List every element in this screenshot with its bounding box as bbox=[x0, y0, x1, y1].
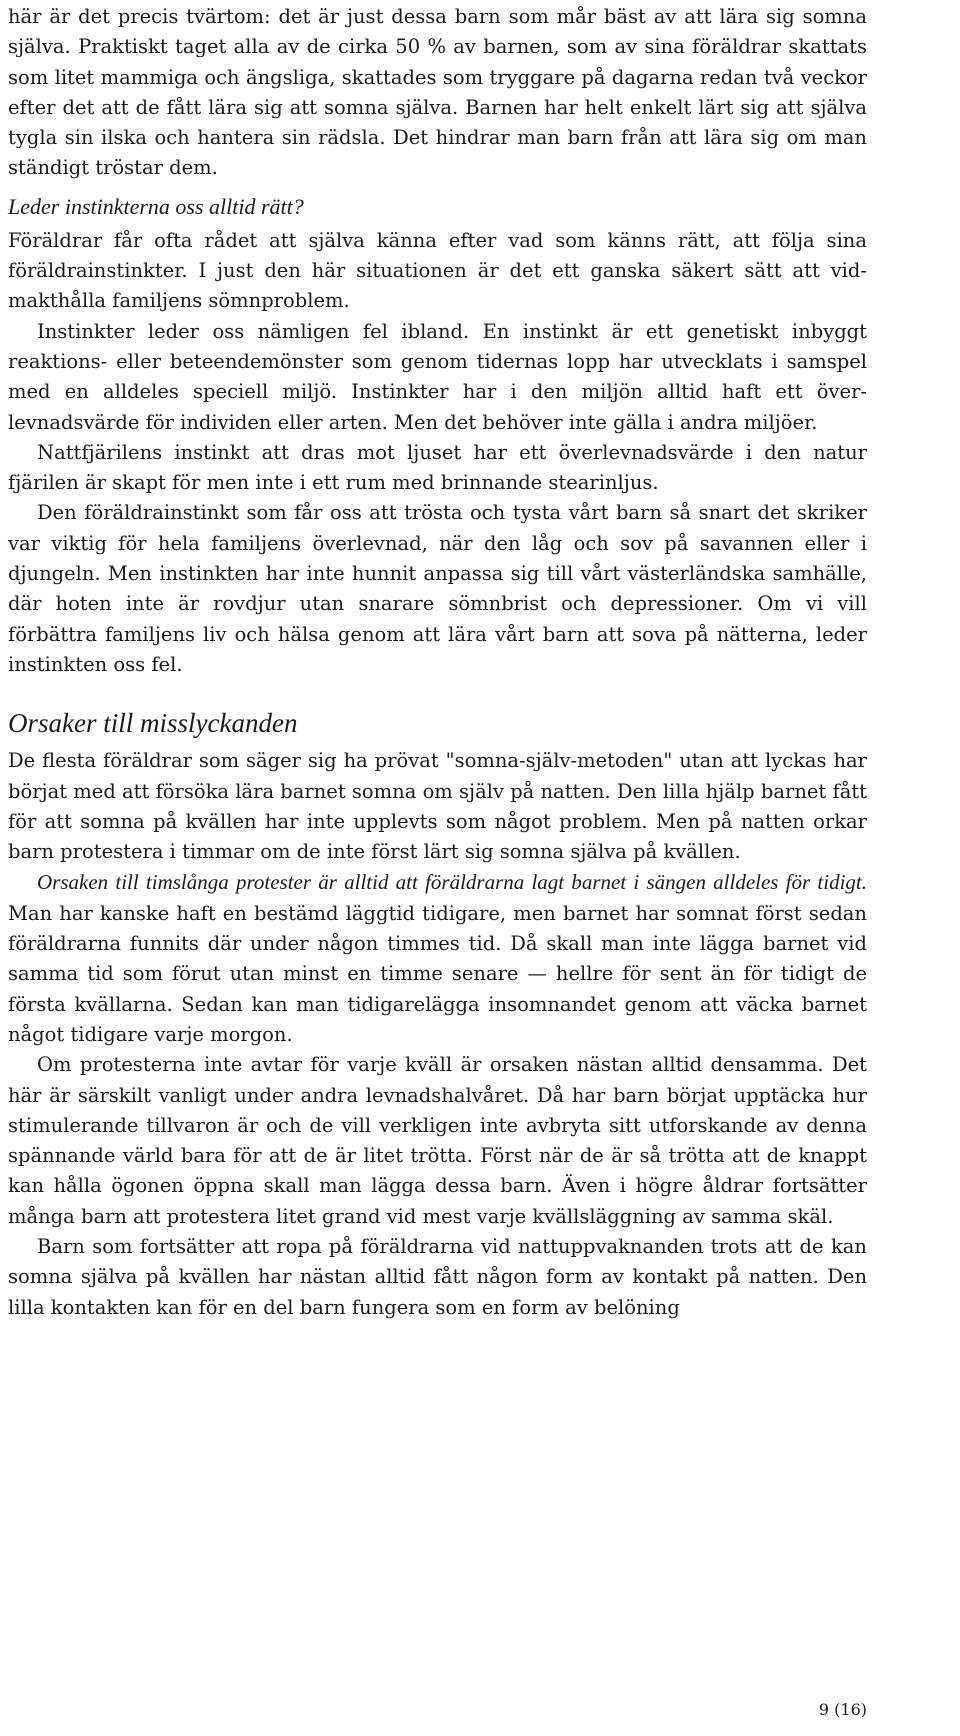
document-page bbox=[8, 2, 867, 1323]
paragraph-orsaker-3: Om protesterna inte avtar för varje kväll är orsaken nästan alltid densamma. Det här är särskilt vanligt under andra levnadshalvåret. Då har barn börjat upptäcka hur stimulerande tillvaron är och de vill verkligen inte avbryta sitt utforskande av denna spännande värld bara för att de är litet trötta. Först när de är så trötta att de knappt kan hålla ögonen öppna skall man lägga dessa barn. Även i högre åldrar fortsätter många barn att protestera litet grand vid mest varje kvällsläggning av samma skäl. bbox=[8, 1053, 867, 1228]
paragraph-instinkt-1: Föräldrar får ofta rådet att själva känna efter vad som känns rätt, att följa sina föräldrainstinkter. I just den här situationen är det ett ganska säkert sätt att vidmakthålla familjens sömnproblem. bbox=[8, 228, 867, 313]
section-heading-orsaker: Orsaker till misslyckanden bbox=[8, 708, 298, 739]
paragraph-instinkt-2: Instinkter leder oss nämligen fel ibland. En instinkt är ett genetiskt inbyggt reaktions- eller beteendemönster som genom tidernas lopp har utvecklats i samspel med en alldeles speciell miljö. Instinkter har i den miljön alltid haft ett överlevnadsvärde för individen eller arten. Men det behöver inte gälla i andra miljöer. bbox=[8, 319, 867, 434]
subheading-instinkter: Leder instinkterna oss alltid rätt? bbox=[8, 193, 304, 219]
paragraph-instinkt-3: Nattfjärilens instinkt att dras mot ljuset har ett överlevnadsvärde i den natur fjärilen är skapt för men inte i ett rum med brinnande stearinljus. bbox=[8, 440, 867, 495]
paragraph-intro: här är det precis tvärtom: det är just dessa barn som mår bäst av att lära sig somna själva. Praktiskt taget alla av de cirka 50 % av barnen, som av sina föräldrar skattats som litet mammiga och ängsliga, skattades som tryggare på dagarna redan två veckor efter det att de fått lära sig att somna själva. Barnen har helt enkelt lärt sig att själva tygla sin ilska och hantera sin rädsla. Det hindrar man barn från att lära sig om man ständigt tröstar dem. bbox=[8, 5, 867, 180]
paragraph-orsaker-2 bbox=[8, 867, 867, 1050]
paragraph-orsaker-2-text: Man har kanske haft en bestämd läggtid tidigare, men barnet har somnat först sedan föräldrarna funnits där under någon timmes tid. Då skall man inte lägga barnet vid samma tid som förut utan minst en timme senare — hellre för sent än för tidigt de första kvällarna. Sedan kan man tidigarelägga insomnandet genom att väcka barnet något tidigare varje morgon. bbox=[8, 901, 867, 1046]
emphasis-orsaken: Orsaken till timslånga protester är alltid att föräldrarna lagt barnet i sängen alldeles för tidigt. bbox=[37, 870, 867, 895]
paragraph-instinkt-4: Den föräldrainstinkt som får oss att trösta och tysta vårt barn så snart det skriker var viktig för hela familjens överlevnad, när den låg och sov på savannen eller i djungeln. Men instinkten har inte hunnit anpassa sig till vårt västerländska samhälle, där hoten inte är rovdjur utan snarare sömnbrist och depressioner. Om vi vill förbättra familjens liv och hälsa genom att lära vårt barn att sova på nätterna, leder instinkten oss fel. bbox=[8, 501, 867, 676]
paragraph-orsaker-1: De flesta föräldrar som säger sig ha prövat "somna-själv-metoden" utan att lyckas har börjat med att försöka lära barnet somna om själv på natten. Den lilla hjälp barnet fått för att somna på kvällen har inte upplevts som något problem. Men på natten orkar barn protestera i timmar om de inte först lärt sig somna själva på kvällen. bbox=[8, 749, 867, 864]
paragraph-orsaker-4: Barn som fortsätter att ropa på föräldrarna vid nattuppvaknanden trots att de kan somna själva på kvällen har nästan alltid fått någon form av kontakt på natten. Den lilla kontakten kan för en del barn fungera som en form av belöning bbox=[8, 1234, 867, 1319]
page-number: 9 (16) bbox=[818, 1700, 867, 1719]
